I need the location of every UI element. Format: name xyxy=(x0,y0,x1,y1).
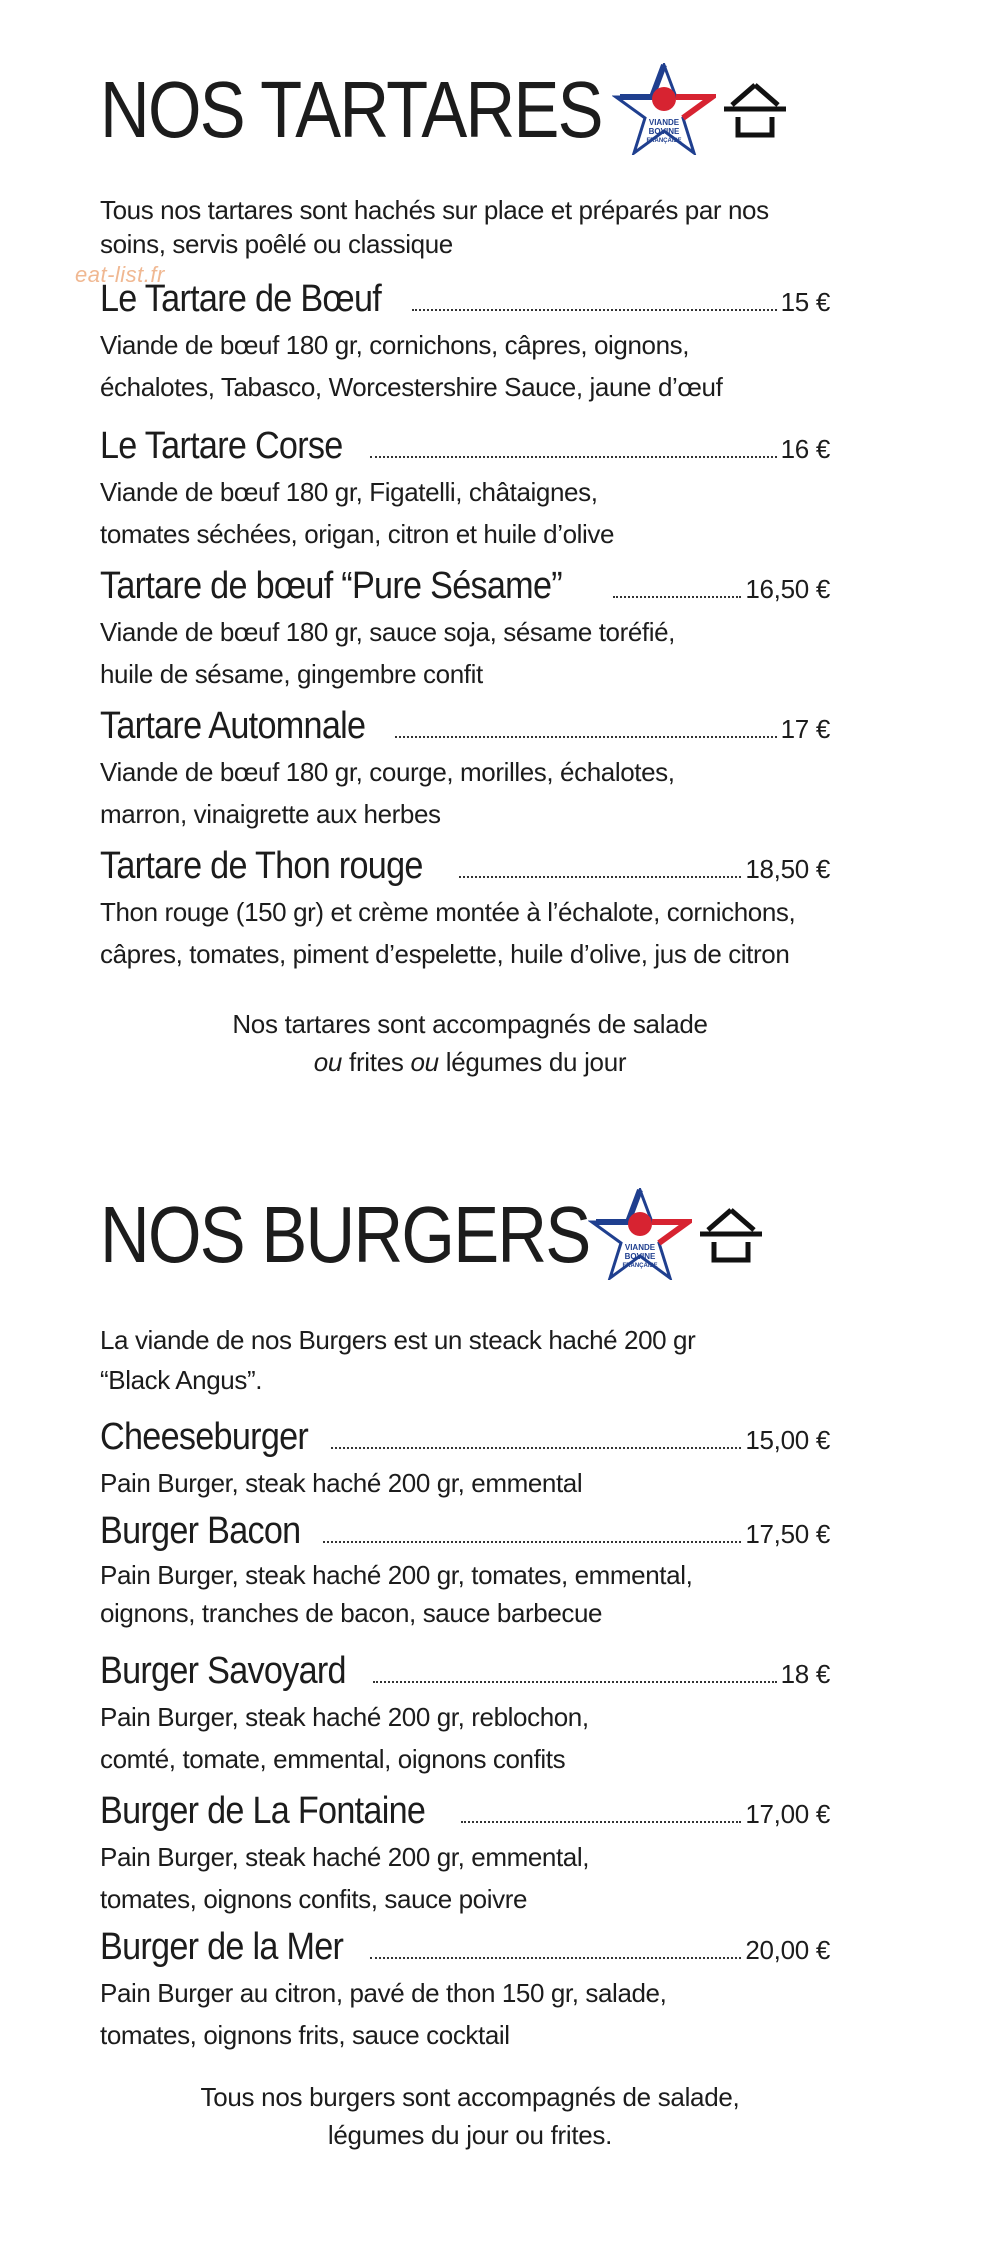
menu-item xyxy=(100,845,830,975)
menu-item xyxy=(100,1510,830,1632)
tartares-intro-line-2: soins, servis poêlé ou classique xyxy=(100,229,453,259)
tartares-footnote-line-2 xyxy=(100,1043,840,1081)
menu-item xyxy=(100,1650,830,1780)
item-description: comté, tomate, emmental, oignons confits xyxy=(100,1744,566,1774)
item-description: câpres, tomates, piment d’espelette, huile d’olive, jus de citron xyxy=(100,939,790,969)
leader-dots xyxy=(323,1541,742,1543)
menu-item xyxy=(100,1416,830,1504)
item-description: Pain Burger, steak haché 200 gr, emmental xyxy=(100,1468,583,1498)
tartares-intro-line-1: Tous nos tartares sont hachés sur place et préparés par nos xyxy=(100,195,769,225)
item-description: Pain Burger, steak haché 200 gr, emmental, xyxy=(100,1842,590,1872)
item-description: tomates, oignons confits, sauce poivre xyxy=(100,1884,528,1914)
item-description: Viande de bœuf 180 gr, sauce soja, sésame toréfié, xyxy=(100,617,675,647)
item-name: Tartare de bœuf “Pure Sésame” xyxy=(100,565,562,607)
burgers-section xyxy=(100,1180,840,1400)
svg-text:FRANÇAISE: FRANÇAISE xyxy=(646,138,682,144)
burgers-badges xyxy=(588,1188,764,1280)
svg-text:FRANÇAISE: FRANÇAISE xyxy=(622,1263,658,1269)
item-name: Le Tartare Corse xyxy=(100,425,343,467)
item-description: marron, vinaigrette aux herbes xyxy=(100,799,441,829)
item-price: 17,50 € xyxy=(745,1519,830,1549)
leader-dots xyxy=(373,1681,776,1683)
leader-dots xyxy=(461,1821,741,1823)
leader-dots xyxy=(370,456,777,458)
svg-text:VIANDE: VIANDE xyxy=(648,118,680,127)
tartares-footnote xyxy=(100,1005,840,1081)
footnote-text: frites xyxy=(342,1047,411,1077)
viande-bovine-francaise-logo-icon xyxy=(588,1188,692,1280)
footnote-or: ou xyxy=(313,1047,343,1077)
footnote-or: ou xyxy=(410,1047,439,1077)
item-name: Burger de la Mer xyxy=(100,1926,344,1968)
footnote-text: légumes du jour xyxy=(438,1047,627,1077)
item-description: Pain Burger au citron, pavé de thon 150 gr, salade, xyxy=(100,1978,667,2008)
tartares-title: NOS TARTARES xyxy=(100,65,602,154)
item-price: 17,00 € xyxy=(745,1799,830,1829)
item-description: huile de sésame, gingembre confit xyxy=(100,659,483,689)
item-price: 15,00 € xyxy=(745,1425,830,1455)
menu-item xyxy=(100,565,830,695)
menu-item xyxy=(100,1926,830,2056)
burgers-footnote-line-2: légumes du jour ou frites. xyxy=(327,2120,613,2150)
item-description: Viande de bœuf 180 gr, cornichons, câpres, oignons, xyxy=(100,330,690,360)
item-name: Cheeseburger xyxy=(100,1416,309,1458)
item-price: 18,50 € xyxy=(745,854,830,884)
item-name: Tartare de Thon rouge xyxy=(100,845,423,887)
item-name: Burger Bacon xyxy=(100,1510,301,1552)
burgers-intro-line-2: “Black Angus”. xyxy=(100,1365,263,1395)
burgers-title: NOS BURGERS xyxy=(100,1190,590,1279)
item-price: 18 € xyxy=(780,1659,830,1689)
item-name: Burger de La Fontaine xyxy=(100,1790,426,1832)
svg-text:VIANDE: VIANDE xyxy=(624,1243,656,1252)
watermark: eat-list.fr xyxy=(75,262,165,287)
leader-dots xyxy=(370,1957,741,1959)
item-description: Viande de bœuf 180 gr, courge, morilles, échalotes, xyxy=(100,757,675,787)
fait-maison-house-icon xyxy=(722,79,788,139)
leader-dots xyxy=(412,309,776,311)
item-description: échalotes, Tabasco, Worcestershire Sauce, jaune d’œuf xyxy=(100,372,723,402)
item-description: Pain Burger, steak haché 200 gr, tomates, emmental, xyxy=(100,1560,693,1590)
leader-dots xyxy=(459,876,742,878)
item-name: Le Tartare de Bœuf xyxy=(100,278,382,320)
menu-item xyxy=(100,425,830,555)
tartares-section xyxy=(100,55,840,261)
item-price: 20,00 € xyxy=(745,1935,830,1965)
burgers-footnote xyxy=(100,2078,840,2154)
item-description: Viande de bœuf 180 gr, Figatelli, châtaignes, xyxy=(100,477,598,507)
item-price: 16,50 € xyxy=(745,574,830,604)
item-description: Pain Burger, steak haché 200 gr, reblochon, xyxy=(100,1702,589,1732)
item-description: tomates, oignons frits, sauce cocktail xyxy=(100,2020,510,2050)
item-description: oignons, tranches de bacon, sauce barbecue xyxy=(100,1598,603,1628)
leader-dots xyxy=(331,1447,741,1449)
item-price: 16 € xyxy=(780,434,830,464)
svg-text:BOVINE: BOVINE xyxy=(624,1252,656,1261)
leader-dots xyxy=(395,736,777,738)
menu-item xyxy=(100,1790,830,1920)
item-name: Tartare Automnale xyxy=(100,705,366,747)
viande-bovine-francaise-logo-icon xyxy=(612,63,716,155)
fait-maison-house-icon xyxy=(698,1204,764,1264)
tartares-badges xyxy=(612,63,788,155)
item-price: 15 € xyxy=(780,287,830,317)
burgers-intro-line-1: La viande de nos Burgers est un steack haché 200 gr xyxy=(100,1325,696,1355)
menu-item xyxy=(100,278,830,408)
item-price: 17 € xyxy=(780,714,830,744)
item-name: Burger Savoyard xyxy=(100,1650,346,1692)
leader-dots xyxy=(613,596,741,598)
tartares-footnote-line-1: Nos tartares sont accompagnés de salade xyxy=(232,1009,708,1039)
burgers-footnote-line-1: Tous nos burgers sont accompagnés de salade, xyxy=(200,2082,740,2112)
svg-text:BOVINE: BOVINE xyxy=(648,127,680,136)
item-description: Thon rouge (150 gr) et crème montée à l’échalote, cornichons, xyxy=(100,897,796,927)
item-description: tomates séchées, origan, citron et huile d’olive xyxy=(100,519,615,549)
menu-item xyxy=(100,705,830,835)
